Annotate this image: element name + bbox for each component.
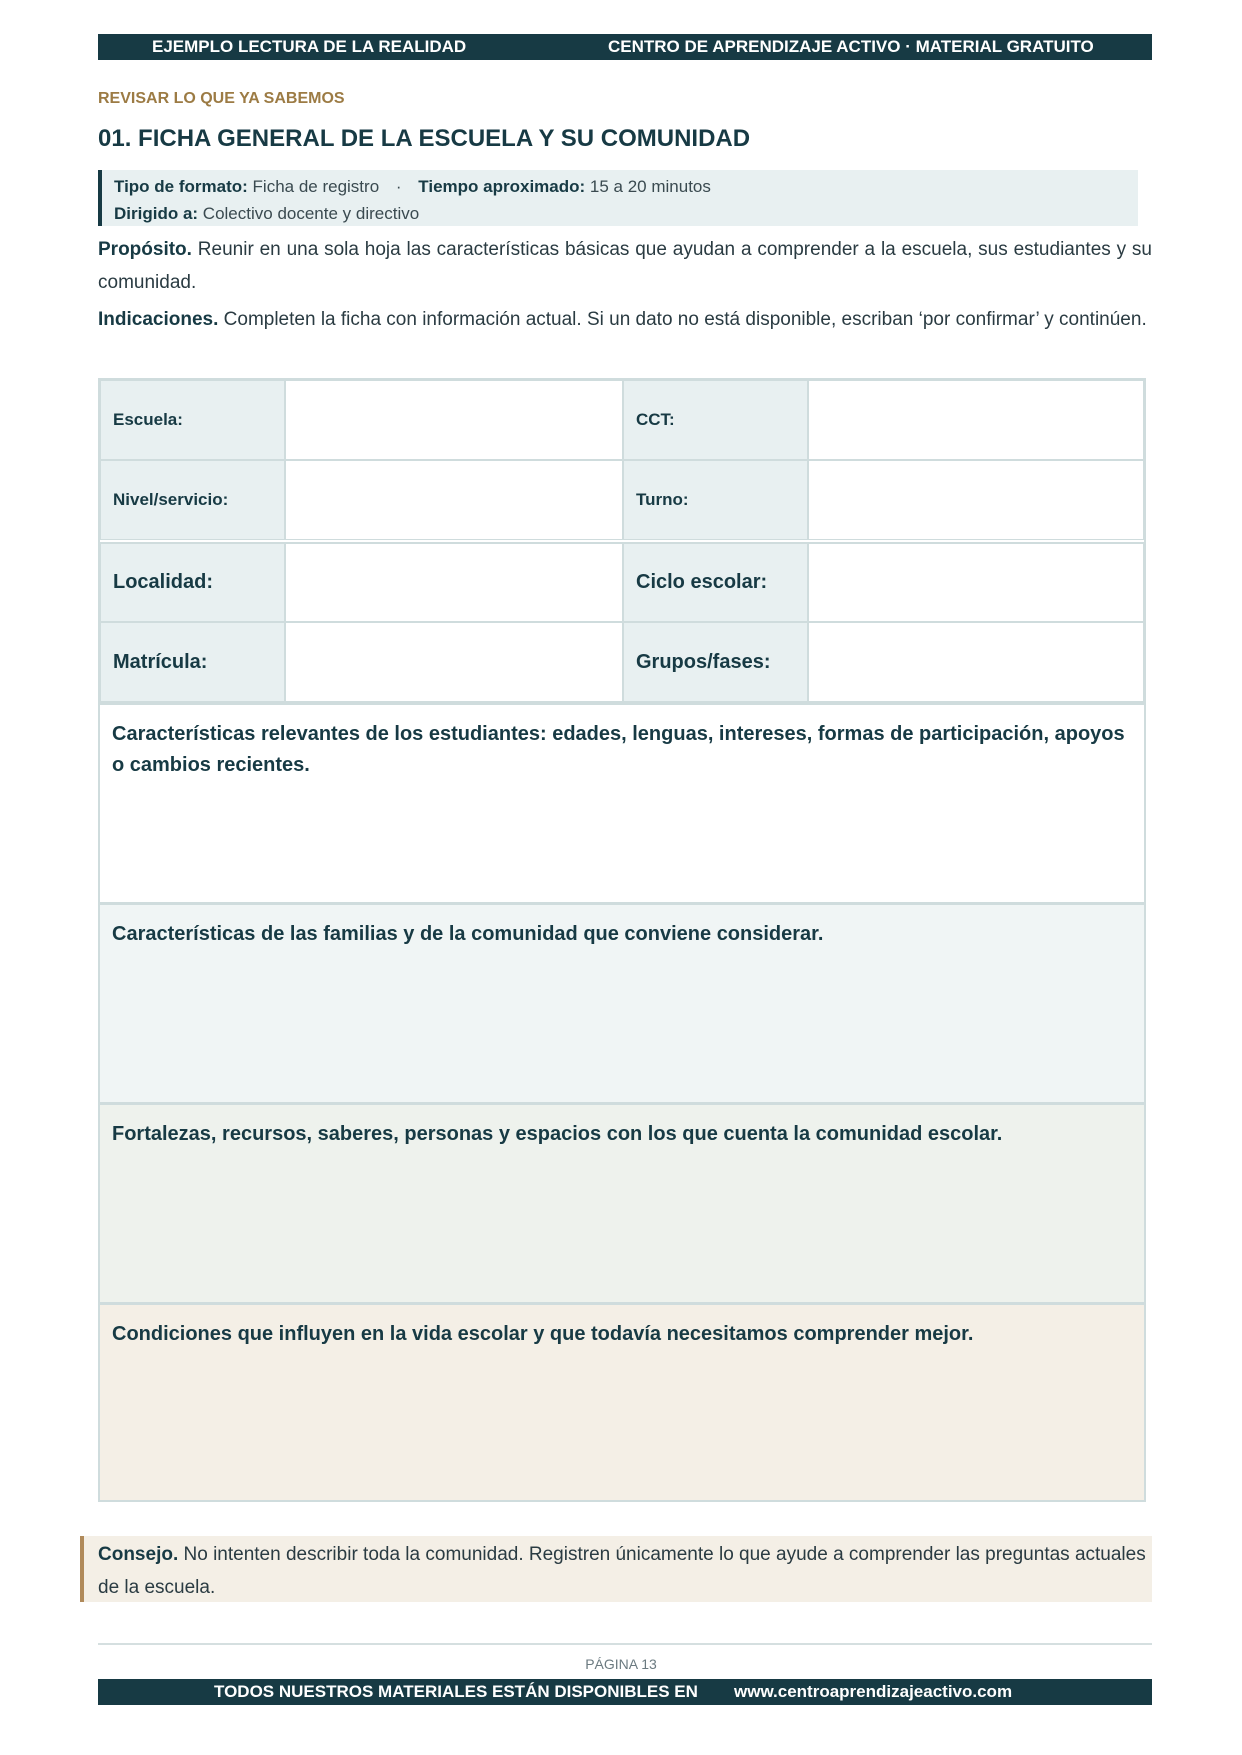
field-input-ciclo[interactable]: [808, 542, 1144, 622]
footer-url-link[interactable]: www.centroaprendizajeactivo.com: [734, 1682, 1013, 1701]
field-label-turno: Turno:: [623, 460, 808, 540]
field-label-escuela: Escuela:: [100, 380, 285, 460]
field-input-turno[interactable]: [808, 460, 1144, 540]
page-title: 01. FICHA GENERAL DE LA ESCUELA Y SU COMUNIDAD: [98, 125, 751, 152]
tip-box: [80, 1536, 1152, 1602]
header-right-text: CENTRO DE APRENDIZAJE ACTIVO · MATERIAL GRATUITO: [608, 37, 1094, 56]
section-condiciones[interactable]: [100, 1302, 1144, 1500]
footer-bar: [98, 1679, 1152, 1705]
meta-line-2: [114, 200, 1138, 227]
field-label-localidad: Localidad:: [100, 542, 285, 622]
instructions-label: Indicaciones.: [98, 309, 219, 330]
page-number: PÁGINA 13: [585, 1656, 657, 1672]
time-value: 15 a 20 minutos: [589, 177, 711, 196]
audience-value: Colectivo docente y directivo: [202, 204, 420, 223]
instructions-text: Completen la ficha con información actual. Si un dato no está disponible, escriban ‘por confirmar’ y continúen.: [223, 309, 1147, 330]
purpose-text: Reunir en una sola hoja las características básicas que ayudan a comprender a la escuela, sus estudiantes y su comunidad.: [98, 239, 1152, 293]
field-input-escuela[interactable]: [285, 380, 623, 460]
footer-text: TODOS NUESTROS MATERIALES ESTÁN DISPONIBLES EN: [214, 1682, 698, 1701]
section-label-fortalezas: Fortalezas, recursos, saberes, personas y espacios con los que cuenta la comunidad escolar.: [112, 1123, 1003, 1145]
section-familias[interactable]: [100, 902, 1144, 1102]
header-left-text: EJEMPLO LECTURA DE LA REALIDAD: [152, 37, 467, 56]
tip-text: No intenten describir toda la comunidad. Registren únicamente lo que ayude a comprender las preguntas actuales de la escuela.: [98, 1544, 1146, 1598]
field-label-cct: CCT:: [623, 380, 808, 460]
field-label-nivel: Nivel/servicio:: [100, 460, 285, 540]
format-label: Tipo de formato:: [114, 177, 248, 196]
field-input-grupos[interactable]: [808, 622, 1144, 702]
footer-divider: [98, 1643, 1152, 1645]
field-label-matricula: Matrícula:: [100, 622, 285, 702]
meta-box: [98, 170, 1138, 226]
purpose-label: Propósito.: [98, 239, 192, 260]
school-form: [98, 378, 1146, 1502]
section-kicker: REVISAR LO QUE YA SABEMOS: [98, 90, 345, 107]
format-value: Ficha de registro: [252, 177, 380, 196]
header-bar: [98, 34, 1152, 60]
section-estudiantes[interactable]: [100, 702, 1144, 902]
tip-label: Consejo.: [98, 1544, 179, 1565]
field-input-nivel[interactable]: [285, 460, 623, 540]
section-label-condiciones: Condiciones que influyen en la vida escolar y que todavía necesitamos comprender mejor.: [112, 1323, 974, 1345]
field-input-matricula[interactable]: [285, 622, 623, 702]
meta-line-1: [114, 173, 1138, 200]
field-input-localidad[interactable]: [285, 542, 623, 622]
section-label-familias: Características de las familias y de la comunidad que conviene considerar.: [112, 923, 824, 945]
section-fortalezas[interactable]: [100, 1102, 1144, 1302]
field-label-grupos: Grupos/fases:: [623, 622, 808, 702]
audience-label: Dirigido a:: [114, 204, 199, 223]
field-input-cct[interactable]: [808, 380, 1144, 460]
field-label-ciclo: Ciclo escolar:: [623, 542, 808, 622]
instructions-paragraph: [98, 303, 1152, 336]
purpose-paragraph: [98, 233, 1152, 299]
section-label-estudiantes: Características relevantes de los estudiantes: edades, lenguas, intereses, formas de participación, apoyos o cambios recientes.: [112, 723, 1125, 776]
meta-separator: ·: [395, 177, 402, 196]
time-label: Tiempo aproximado:: [418, 177, 586, 196]
